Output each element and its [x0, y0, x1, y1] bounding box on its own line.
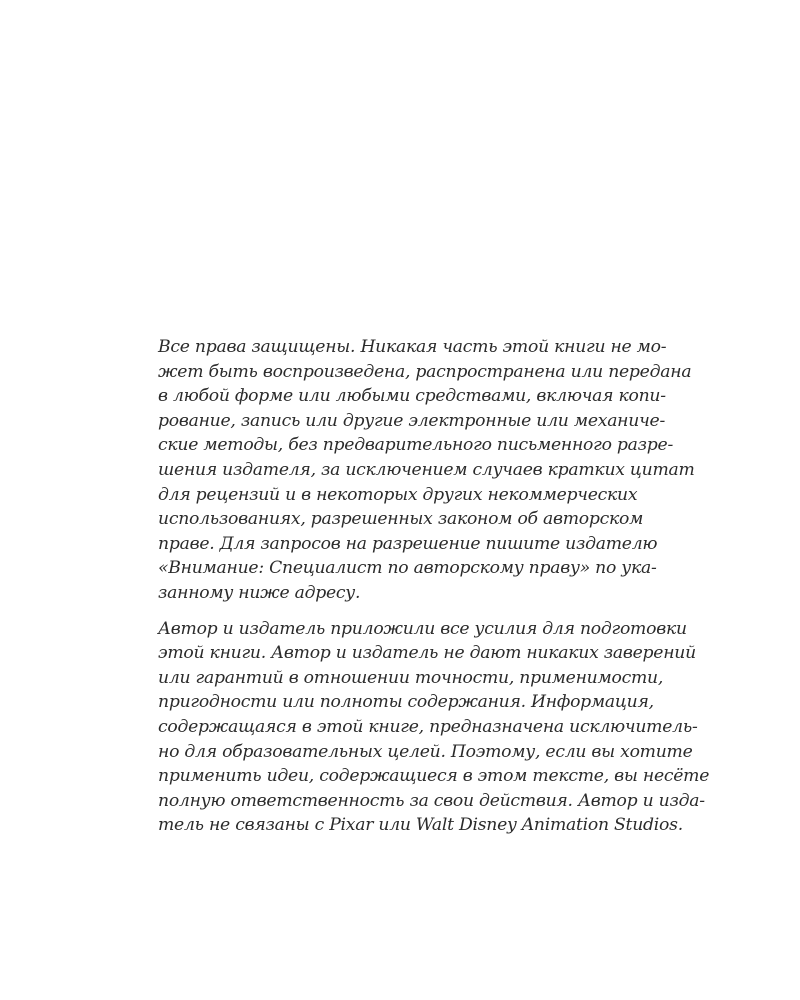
disclaimer-paragraph — [158, 617, 710, 838]
text-line: использованиях, разрешенных законом об авторском — [158, 509, 644, 530]
text-line: содержащаяся в этой книге, предназначена исключитель- — [158, 716, 698, 737]
text-line: этой книги. Автор и издатель не дают никаких заверений — [158, 643, 696, 664]
text-line: «Внимание: Специалист по авторскому праву» по ука- — [158, 558, 657, 579]
text-line: тель не связаны с Pixar или Walt Disney Animation Studios. — [158, 815, 683, 836]
text-line: для рецензий и в некоторых других некоммерческих — [158, 484, 638, 505]
text-line: Все права защищены. Никакая часть этой книги не мо- — [158, 337, 667, 357]
text-line: но для образовательных целей. Поэтому, если вы хотите — [158, 741, 693, 762]
text-line: в любой форме или любыми средствами, включая копи- — [158, 386, 666, 407]
text-line: праве. Для запросов на разрешение пишите издателю — [158, 533, 658, 554]
rights-paragraph — [158, 335, 695, 606]
text-line: Автор и издатель приложили все усилия для подготовки — [158, 618, 687, 639]
text-line: жет быть воспроизведена, распространена или передана — [158, 361, 692, 382]
text-line: занному ниже адресу. — [158, 582, 361, 603]
text-line: пригодности или полноты содержания. Информация, — [158, 692, 654, 713]
copyright-text — [158, 335, 710, 849]
text-line: или гарантий в отношении точности, применимости, — [158, 667, 664, 688]
text-line: ские методы, без предварительного письменного разре- — [158, 435, 674, 456]
text-line: полную ответственность за свои действия. Автор и изда- — [158, 790, 705, 811]
text-line: рование, запись или другие электронные или механиче- — [158, 410, 665, 431]
text-line: применить идеи, содержащиеся в этом тексте, вы несёте — [158, 766, 710, 787]
text-line: шения издателя, за исключением случаев кратких цитат — [158, 459, 695, 480]
